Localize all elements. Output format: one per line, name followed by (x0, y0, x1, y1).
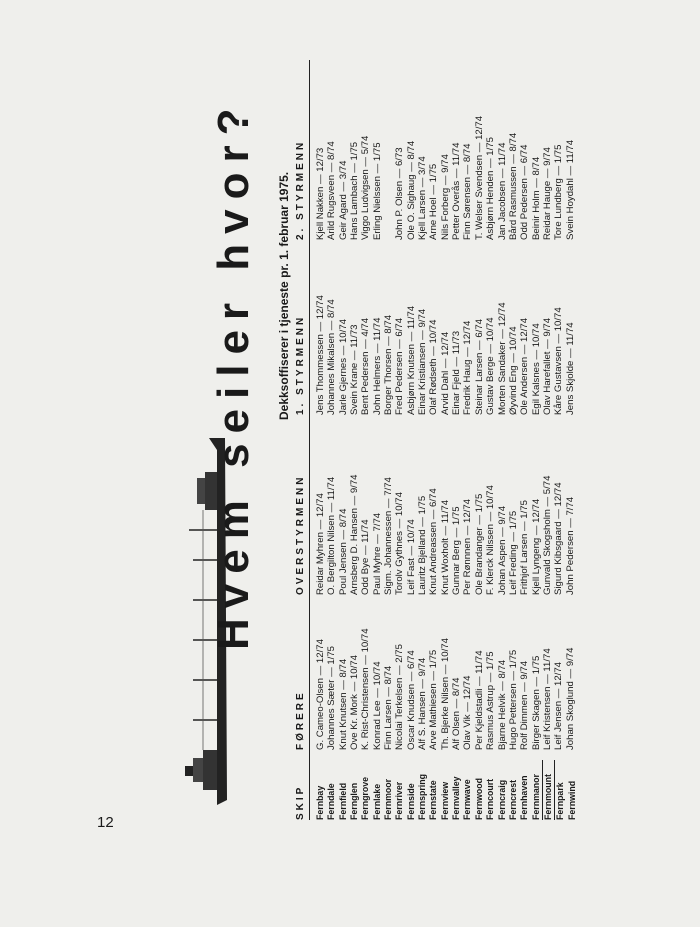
overstyrmann-entry: Knut Woxholt — 11/74 (439, 499, 451, 595)
styrmann1-entry: Arvid Dahl — 12/74 (439, 331, 451, 415)
forer-entry: Ove Kr. Mork — 10/74 (349, 655, 361, 750)
ship-name: Fernpark (555, 782, 566, 820)
overstyrmann-entry: Sigurd Kibsgaard — 12/74 (553, 482, 565, 595)
overstyrmann-entry: Leif Freding — 1/75 (507, 510, 519, 595)
styrmann1-entry: Borger Thorsen — 8/74 (383, 314, 395, 415)
styrmann2-entry: Odd Pedersen — 6/74 (519, 144, 531, 240)
overstyrmann-entry: Gunnar Berg — 1/75 (451, 506, 463, 595)
overstyrmann-entry: Kjell Lyngeng — 12/74 (530, 498, 542, 595)
styrmann1-entry: Fredrik Haug — 12/74 (462, 320, 474, 415)
ship-name: Fernmount (542, 760, 555, 820)
styrmann2-entry: Beinir Holm — 8/74 (530, 156, 542, 240)
styrmann2-entry: Nils Forberg — 9/74 (439, 154, 451, 240)
styrmann2-entry (383, 116, 394, 240)
ship-name: Fernmanor (530, 774, 541, 820)
column-styrmenn-2 (315, 116, 576, 240)
column-ships (315, 760, 578, 820)
page-subtitle: Dekksoffiserer i tjeneste pr. 1. februar 1975. (277, 171, 291, 420)
forer-entry: Olav Vik — 12/74 (462, 675, 474, 750)
styrmann2-entry: Kjell Larsen — 3/74 (417, 156, 429, 240)
overstyrmann-entry: Knut Andreassen — 6/74 (428, 488, 440, 595)
forer-entry: Per Kjeldstadli — 11/74 (473, 650, 485, 750)
styrmann2-entry: Geir Agard — 3/74 (337, 160, 349, 240)
ship-name: Fernlake (371, 783, 382, 820)
forer-entry: Birger Skagen — 1/75 (530, 655, 542, 750)
ship-name: Fernview (439, 781, 450, 820)
overstyrmann-entry: Ole Brandanger — 1/75 (473, 493, 485, 595)
styrmann2-entry: Arne Hoel — 1/75 (428, 163, 440, 240)
column-styrmenn-1 (315, 295, 576, 415)
rotated-content (145, 60, 700, 820)
ship-name: Fernstate (428, 780, 439, 820)
ship-name: Ferncraig (496, 779, 507, 820)
styrmann2-entry: Asbjørn Henden — 1/75 (485, 137, 497, 240)
styrmann1-entry: Einar Fjeld — 11/73 (451, 330, 463, 415)
styrmann2-entry: Petter Overås — 11/74 (451, 142, 463, 240)
overstyrmann-entry: Torolv Gythnes — 10/74 (394, 492, 406, 595)
column-overstyrmenn (315, 474, 576, 595)
styrmann1-entry: Asbjørn Knutsen — 11/74 (405, 305, 417, 415)
header-styrmenn-1: 1. STYRMENN (295, 314, 306, 415)
styrmann2-entry: John P. Olsen — 6/73 (394, 147, 406, 240)
forer-entry: Johannes Sæter — 1/75 (326, 646, 338, 750)
forer-entry: Konrad Lee — 10/74 (371, 661, 383, 750)
ship-name: Fernspring (417, 774, 428, 820)
ship-name: Fernglen (349, 782, 360, 820)
styrmann1-entry: John Helmers — 11/74 (371, 317, 383, 415)
styrmann2-entry: Kjell Nakken — 12/73 (315, 147, 326, 240)
styrmann1-entry: Olav Harefallet — 9/74 (541, 317, 553, 415)
forer-entry: Hugo Pettersen — 1/75 (507, 649, 519, 750)
forer-entry: Bjarne Helvik — 8/74 (496, 659, 508, 750)
overstyrmann-entry: Reidar Myhren — 12/74 (315, 493, 326, 595)
styrmann2-entry: T. Welser Svendsen — 12/74 (473, 115, 485, 240)
forer-entry: Arve Mathiesen — 1/75 (428, 649, 440, 750)
styrmann1-entry: Johannes Mikalsen — 8/74 (326, 299, 338, 415)
overstyrmann-entry: John Pedersen — 7/74 (564, 496, 576, 595)
page-title: Hvem seiler hvor? (209, 98, 258, 650)
forer-entry: G. Cameo-Olsen — 12/74 (315, 639, 326, 750)
ship-name: Fernfield (337, 782, 348, 820)
ship-name: Fernwind (566, 780, 577, 820)
ship-name: Fernvalley (451, 776, 462, 820)
forer-entry: Leif Jensen — 12/74 (553, 661, 565, 750)
ship-name: Fernwood (473, 777, 484, 820)
styrmann2-entry: Ole O. Sighaug — 8/74 (405, 140, 417, 240)
styrmann1-entry: Øyvind Eng — 10/74 (507, 326, 519, 415)
overstyrmann-entry: Odd Bye — 11/74 (360, 519, 372, 595)
ship-name: Ferndale (326, 783, 337, 820)
forer-entry: Johan Skoglund — 9/74 (564, 647, 576, 750)
styrmann1-entry: Fred Pedersen — 6/74 (394, 317, 406, 415)
forer-entry: Alf Olsen — 8/74 (451, 677, 463, 750)
page-number: 12 (97, 814, 114, 831)
overstyrmann-entry: Lauritz Bjelland — 1/75 (417, 495, 429, 595)
styrmann2-entry: Finn Sørensen — 8/74 (462, 143, 474, 240)
styrmann1-entry: Jens Thommessen — 12/74 (315, 295, 326, 415)
styrmann2-entry: Viggo Ludvigsen — 5/74 (360, 135, 372, 240)
header-overstyrmenn: OVERSTYRMENN (295, 474, 306, 595)
styrmann2-entry: Arild Rugsveen — 8/74 (326, 141, 338, 240)
header-rule (309, 60, 310, 820)
forer-entry: K. Rist-Christensen — 10/74 (360, 628, 372, 750)
overstyrmann-entry: Leif Fast — 10/74 (405, 519, 417, 595)
styrmann1-entry: Bent Pedersen — 4/74 (360, 317, 372, 415)
overstyrmann-entry: Gunvald Skogsholm — 5/74 (541, 475, 553, 595)
styrmann2-entry: Bård Rasmussen — 8/74 (507, 132, 519, 240)
forer-entry: Leif Kristensen — 11/74 (541, 648, 553, 750)
styrmann1-entry: Jens Skjolde — 11/74 (564, 322, 576, 415)
forer-entry: Rolf Dimmen — 9/74 (519, 660, 531, 750)
overstyrmann-entry: Paul Myhre — 7/74 (371, 512, 383, 595)
styrmann1-entry: Ole Andersen — 12/74 (519, 317, 531, 415)
ship-name: Fernwave (462, 779, 473, 820)
ship-name: Fernriver (394, 781, 405, 820)
forer-entry: Finn Larsen — 8/74 (383, 665, 395, 750)
styrmann1-entry: Gustav Berge — 10/74 (485, 317, 497, 415)
styrmann1-entry: Morten Sandaker — 12/74 (496, 302, 508, 415)
header-styrmenn-2: 2. STYRMENN (295, 139, 306, 240)
overstyrmann-entry: O. Bergilton Nilsen — 11/74 (326, 476, 338, 595)
styrmann2-entry: Svein Hoydahl — 11/74 (564, 139, 576, 240)
overstyrmann-entry: Sigm. Johannessen — 7/74 (383, 477, 395, 595)
overstyrmann-entry: Per Rønnnen — 12/74 (462, 499, 474, 595)
ship-name: Fernside (405, 783, 416, 820)
officer-table (295, 60, 700, 820)
ship-name: Fernhaven (519, 775, 530, 820)
styrmann2-entry: Hans Lambach — 1/75 (349, 141, 361, 240)
overstyrmann-entry: F. Klerck Nilssen — 10/74 (485, 485, 497, 595)
forer-entry: Knut Knutsen — 8/74 (337, 658, 349, 750)
styrmann2-entry: Tore Lundberg — 1/75 (553, 144, 565, 240)
overstyrmann-entry: Arnsberg D. Hansen — 9/74 (349, 474, 361, 595)
column-forere (315, 628, 576, 750)
header-forere: FØRERE (295, 690, 306, 750)
styrmann1-entry: Kåre Gustavsen — 10/74 (553, 307, 565, 415)
styrmann1-entry: Einar Kristiansen — 9/74 (417, 308, 429, 415)
ship-name: Fernbay (315, 785, 325, 820)
styrmann1-entry: Svein Krane — 11/73 (349, 324, 361, 415)
overstyrmann-entry: Frithjof Larsen — 1/75 (519, 500, 531, 595)
ship-name: Ferncrest (507, 779, 518, 820)
styrmann1-entry: Steinar Larsen — 6/74 (473, 319, 485, 415)
styrmann2-entry: Erling Nielssen — 1/75 (371, 142, 383, 240)
ship-name: Ferngrove (360, 776, 371, 820)
styrmann2-entry: Reidar Hauge — 9/74 (541, 147, 553, 240)
ship-name: Fernmoor (383, 778, 394, 820)
overstyrmann-entry: Poul Jensen — 8/74 (337, 508, 349, 595)
forer-entry: Nicolai Terkelsen — 2/75 (394, 644, 406, 750)
styrmann1-entry: Egil Kalsnes — 10/74 (530, 323, 542, 415)
forer-entry: Alf S. Hansen — 9/74 (417, 657, 429, 750)
forer-entry: Th. Bjerke Nilsen — 10/74 (439, 638, 451, 750)
ship-name: Ferncourt (485, 778, 496, 820)
styrmann1-entry: Olaf Rødseth — 10/74 (428, 319, 440, 415)
styrmann2-entry: Jan Jacobsen — 11/74 (496, 142, 508, 240)
styrmann1-entry: Jarle Gjernes — 10/74 (337, 319, 349, 415)
forer-entry: Rasmus Astrup — 1/75 (485, 651, 497, 750)
forer-entry: Oscar Knudsen — 6/74 (405, 650, 417, 750)
header-skip: SKIP (295, 784, 306, 820)
overstyrmann-entry: Johan Aspen — 9/74 (496, 505, 508, 595)
